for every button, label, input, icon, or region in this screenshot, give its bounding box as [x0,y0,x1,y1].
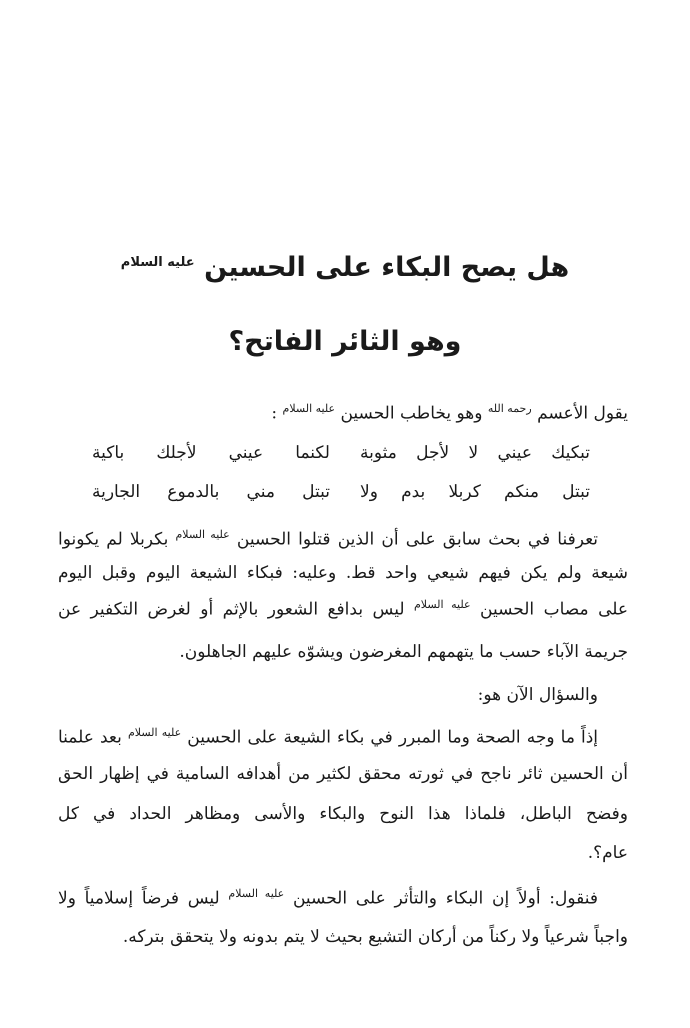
honorific-glyph: عليه السلام [228,887,285,900]
paragraph-3-line-2: أن الحسين ثائر ناجح في ثورته محقق لكثير من أهدافه السامية في إظهار الحق [58,764,628,784]
poem-verse-2-first: تبتل منكم كربلا بدم ولا [360,482,590,502]
poem-verse-1-first: تبكيك عيني لا لأجل مثوبة [360,443,590,463]
paragraph-3-line-4: عام؟. [587,843,628,863]
paragraph-1-line-3 [58,598,628,620]
text-run: إذاً ما وجه الصحة وما المبرر في بكاء الشيعة على الحسين [187,727,599,748]
paragraph-1-line-1 [58,528,598,550]
poem-intro-after: : [271,403,278,424]
text-run: فنقول: أولاً إن البكاء والتأثر على الحسين [292,888,598,909]
paragraph-1-line-4: جريمة الآباء حسب ما يتهمهم المغرضون ويشوّه عليهم الجاهلون. [179,642,628,662]
chapter-title-line-1 [60,252,630,283]
paragraph-2: والسؤال الآن هو: [477,685,598,705]
paragraph-3-line-3: وفضح الباطل، فلماذا هذا النوح والبكاء والأسى ومظاهر الحداد في كل [58,804,628,824]
text-run: بعد علمنا [58,727,122,748]
poem-intro-before: يقول الأعسم [537,403,628,424]
text-run: تعرفنا في بحث سابق على أن الذين قتلوا الحسين [236,529,599,550]
text-run: ليس بدافع الشعور بالإثم أو لغرض التكفير عن [58,599,405,620]
chapter-title-line-2 [60,326,630,357]
poem-verse-2-second: تبتل مني بالدموع الجارية [92,482,330,502]
poem-intro-line [58,402,628,424]
honorific-glyph: عليه السلام [175,528,230,541]
chapter-title-text-2: وهو الثائر الفاتح؟ [228,326,462,357]
honorific-glyph: عليه السلام [282,402,336,415]
paragraph-1-line-2: شيعة ولم يكن فيهم شيعي واحد قط. وعليه: فبكاء الشيعة اليوم وقبل اليوم [58,563,628,583]
honorific-glyph: رحمه الله [487,402,532,415]
paragraph-4-line-1 [58,887,598,909]
poem-intro-middle: وهو يخاطب الحسين [340,403,483,424]
honorific-glyph: عليه السلام [120,255,195,270]
text-run: بكربلا لم يكونوا [58,529,169,550]
text-run: على مصاب الحسين [480,599,629,620]
paragraph-3-line-1 [58,726,598,748]
text-run: ليس فرضاً إسلامياً ولا [58,888,220,909]
chapter-title-text-1: هل يصح البكاء على الحسين [204,252,570,283]
honorific-glyph: عليه السلام [413,598,471,611]
paragraph-4-line-2: واجباً شرعياً ولا ركناً من أركان التشيع بحيث لا يتم بدونه ولا يتحقق بتركه. [122,927,628,947]
honorific-glyph: عليه السلام [127,726,182,739]
poem-verse-1-second: لكنما عيني لأجلك باكية [92,443,330,463]
